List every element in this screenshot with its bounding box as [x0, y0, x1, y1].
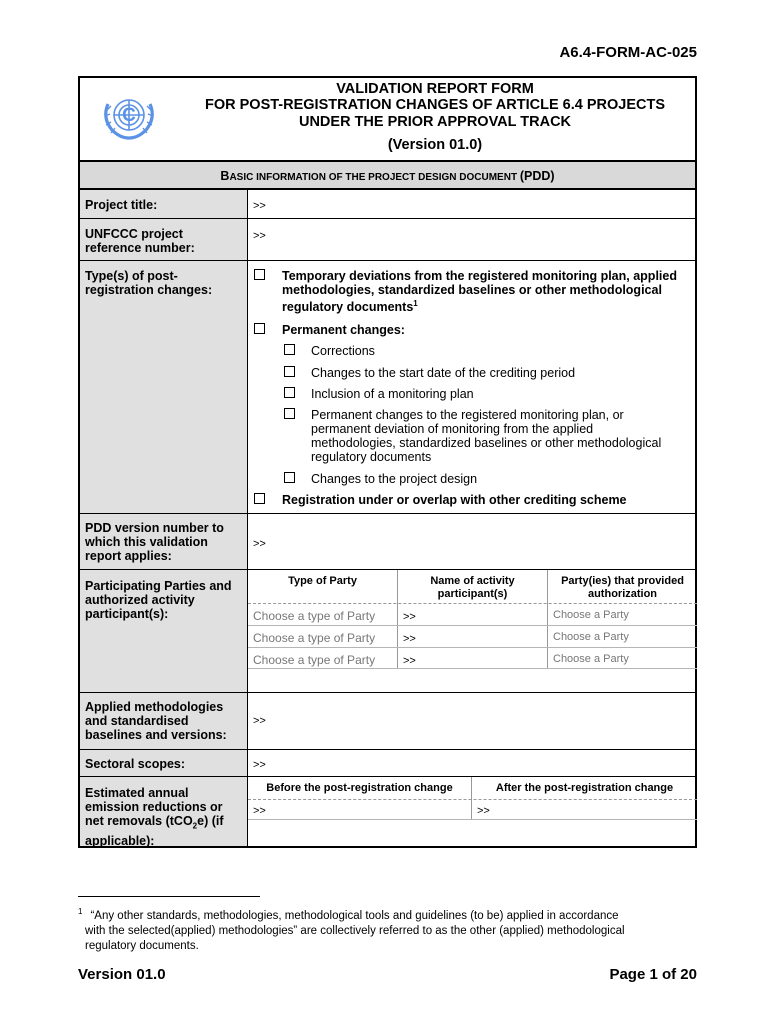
footnote-line [78, 904, 700, 924]
participating-parties-label-line: Participating Parties and [85, 579, 232, 593]
participating-parties-label-line: participant(s): [85, 607, 169, 621]
section-heading-initial: B [220, 169, 230, 183]
form-title-line-1: VALIDATION REPORT FORM [336, 81, 534, 97]
footnote-line: regulatory documents. [85, 939, 199, 952]
row-divider [78, 260, 697, 261]
emissions-label-text: net removals (tCO [85, 814, 193, 828]
type-of-party-select[interactable]: Choose a type of Party [253, 631, 376, 645]
corrections-checkbox[interactable] [284, 344, 295, 355]
methodologies-label [85, 700, 245, 742]
reference-number-label-line: reference number: [85, 241, 195, 255]
type-of-party-select[interactable]: Choose a type of Party [253, 653, 376, 667]
project-title-label: Project title: [85, 198, 158, 212]
type-of-party-header: Type of Party [288, 575, 357, 587]
table-row-divider [248, 668, 697, 669]
section-heading [80, 169, 695, 183]
footnote-mark: 1 [78, 907, 83, 916]
header-divider [78, 160, 697, 162]
permanent-monitoring-line: Permanent changes to the registered monitoring plan, or [311, 408, 624, 422]
start-date-text: Changes to the start date of the crediting period [311, 366, 576, 380]
authorizing-party-select[interactable]: Choose a Party [553, 653, 629, 665]
project-design-checkbox[interactable] [284, 472, 295, 483]
pdd-version-label-line: report applies: [85, 549, 172, 563]
emissions-label [85, 786, 245, 848]
activity-participant-header-line: participant(s) [437, 588, 508, 600]
form-version: (Version 01.0) [387, 137, 483, 153]
methodologies-label-line: baselines and versions: [85, 728, 227, 742]
permanent-changes-text: Permanent changes: [282, 323, 405, 337]
authorizing-party-header-line: Party(ies) that provided [561, 575, 684, 587]
change-types-label-line: registration changes: [85, 283, 213, 297]
permanent-monitoring-text [311, 408, 691, 464]
authorizing-party-header [548, 575, 697, 601]
emissions-label-text: e) (if [197, 814, 224, 828]
authorizing-party-select[interactable]: Choose a Party [553, 631, 629, 643]
reference-number-label [85, 227, 245, 255]
activity-participant-field[interactable]: >> [403, 655, 416, 667]
methodologies-label-line: Applied methodologies [85, 700, 224, 714]
emissions-label-line: emission reductions or [85, 800, 223, 814]
pdd-version-field[interactable]: >> [253, 538, 266, 550]
activity-participant-field[interactable]: >> [403, 633, 416, 645]
svg-text:C: C [122, 105, 136, 126]
reference-number-label-line: UNFCCC project [85, 227, 183, 241]
pdd-version-label-line: PDD version number to [85, 521, 224, 535]
permanent-changes-checkbox[interactable] [254, 323, 265, 334]
project-title-field[interactable]: >> [253, 200, 266, 212]
temporary-deviations-checkbox[interactable] [254, 269, 265, 280]
footnote-line-text: “Any other standards, methodologies, methodological tools and guidelines (to be) applied in accordance [90, 909, 619, 922]
methodologies-field[interactable]: >> [253, 715, 266, 727]
row-divider [78, 218, 697, 219]
row-divider [78, 692, 697, 693]
after-change-field[interactable]: >> [477, 805, 490, 817]
emissions-label-subscript: 2 [192, 821, 198, 831]
temporary-deviations-line: methodologies, standardized baselines or other methodological [282, 283, 662, 297]
sectoral-scopes-label: Sectoral scopes: [85, 757, 186, 771]
pdd-version-label-line: which this validation [85, 535, 208, 549]
page-number: Page 1 of 20 [609, 966, 697, 983]
methodologies-label-line: and standardised [85, 714, 189, 728]
registration-overlap-checkbox[interactable] [254, 493, 265, 504]
table-row-divider [248, 625, 697, 626]
table-header-divider [248, 603, 697, 604]
footnote-reference: 1 [413, 299, 418, 308]
permanent-monitoring-line: methodologies, standardized baselines or other methodological [311, 436, 662, 450]
row-divider [78, 776, 697, 777]
emissions-label-line: applicable): [85, 833, 155, 848]
project-design-text: Changes to the project design [311, 472, 478, 486]
permanent-monitoring-checkbox[interactable] [284, 408, 295, 419]
footnote [78, 904, 700, 954]
section-heading-abbr: (PDD) [519, 169, 555, 183]
footnote-line: with the selected(applied) methodologies” are collectively referred to as the other (applied) methodological [85, 924, 625, 937]
type-of-party-select[interactable]: Choose a type of Party [253, 609, 376, 623]
activity-participant-header [398, 575, 547, 601]
row-divider [78, 569, 697, 570]
corrections-text: Corrections [311, 344, 375, 358]
band-divider [78, 188, 697, 190]
table-row-divider [248, 647, 697, 648]
row-divider [78, 749, 697, 750]
row-divider [78, 513, 697, 514]
document-id: A6.4-FORM-AC-025 [559, 44, 697, 61]
temporary-deviations-line [282, 297, 692, 314]
temporary-deviations-line-text: regulatory documents [282, 300, 414, 315]
pdd-version-label [85, 521, 245, 563]
activity-participant-field[interactable]: >> [403, 611, 416, 623]
after-change-header: After the post-registration change [495, 782, 674, 794]
participating-parties-label-line: authorized activity [85, 593, 195, 607]
column-divider [247, 189, 248, 848]
before-change-header: Before the post-registration change [266, 782, 453, 794]
footer-version: Version 01.0 [78, 966, 166, 983]
section-heading-rest: ASIC INFORMATION OF THE PROJECT DESIGN DOCUMENT [229, 172, 518, 183]
reference-number-field[interactable]: >> [253, 230, 266, 242]
emissions-label-line: Estimated annual [85, 786, 189, 800]
temporary-deviations-line: Temporary deviations from the registered monitoring plan, applied [282, 269, 677, 283]
permanent-monitoring-line: regulatory documents [311, 450, 432, 464]
activity-participant-header-line: Name of activity [430, 575, 515, 587]
start-date-checkbox[interactable] [284, 366, 295, 377]
temporary-deviations-text [282, 269, 692, 314]
emissions-row-divider [248, 819, 697, 820]
sectoral-scopes-field[interactable]: >> [253, 759, 266, 771]
participating-parties-label [85, 579, 245, 621]
monitoring-plan-checkbox[interactable] [284, 387, 295, 398]
change-types-label [85, 269, 245, 297]
emissions-header-divider [248, 799, 697, 800]
monitoring-plan-text: Inclusion of a monitoring plan [311, 387, 474, 401]
authorizing-party-header-line: authorization [587, 588, 658, 600]
form-title-line-2: FOR POST-REGISTRATION CHANGES OF ARTICLE 6.4 PROJECTS [204, 97, 665, 113]
permanent-monitoring-line: permanent deviation of monitoring from the applied [311, 422, 594, 436]
footnote-separator [78, 896, 260, 897]
un-emblem-logo [98, 94, 160, 142]
change-types-label-line: Type(s) of post- [85, 269, 178, 283]
authorizing-party-select[interactable]: Choose a Party [553, 609, 629, 621]
emissions-label-line [85, 814, 245, 834]
form-title-line-3: UNDER THE PRIOR APPROVAL TRACK [298, 114, 572, 130]
before-change-field[interactable]: >> [253, 805, 266, 817]
registration-overlap-text: Registration under or overlap with other crediting scheme [282, 493, 627, 507]
